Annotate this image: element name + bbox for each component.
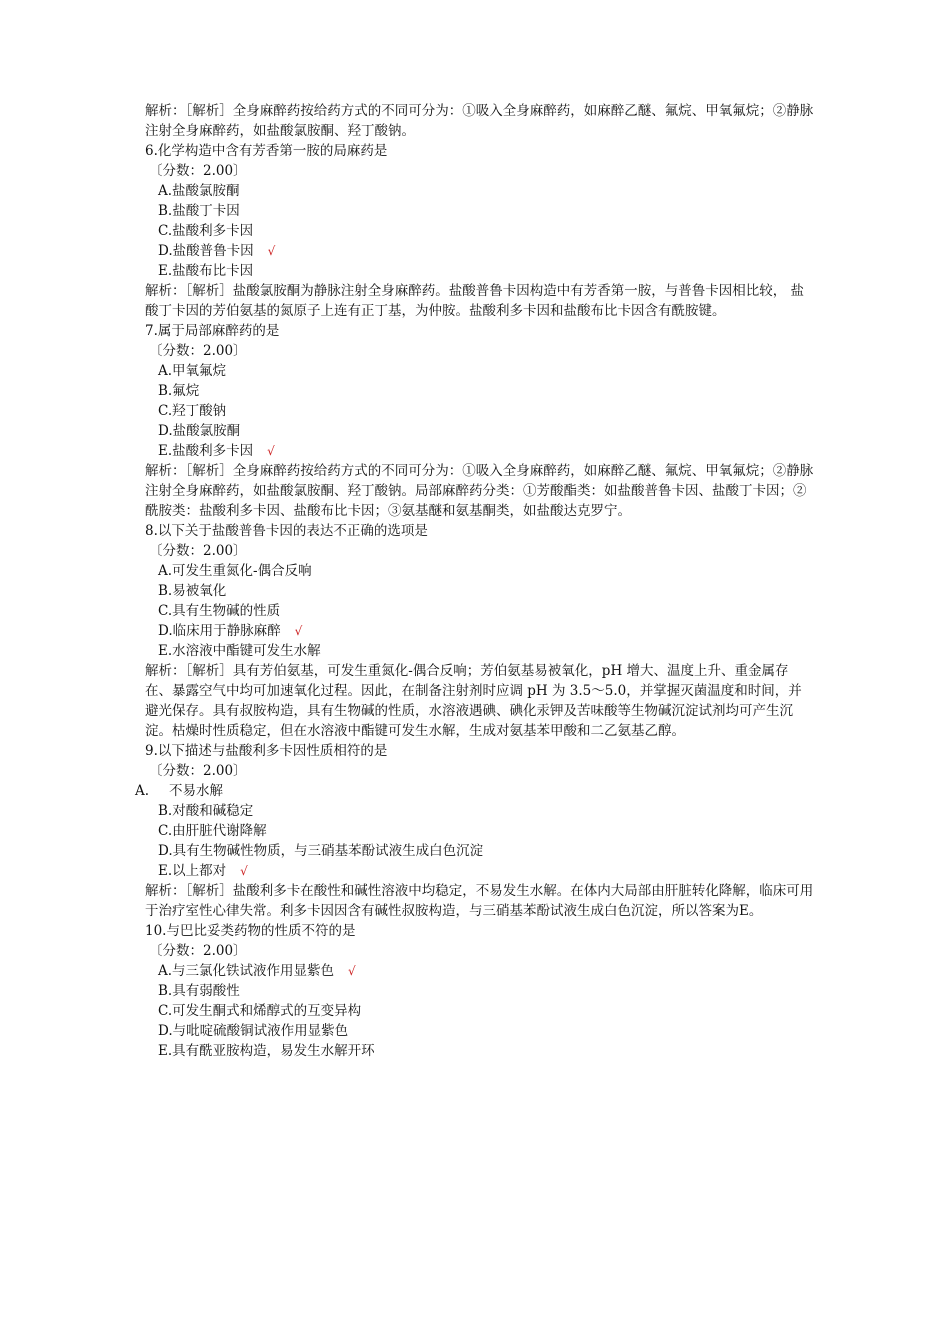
analysis-q8: 解析：［解析］具有芳伯氨基，可发生重氮化-偶合反响；芳伯氨基易被氧化，pH 增大、温度上升、重金属存在、暴露空气中均可加速氧化过程。因此，在制备注射剂时应调 pH 为 3.5～5.0，并掌握灭菌温度和时间，并避光保存。具有叔胺构造，具有生物碱的性质，水溶液遇碘、碘化汞钾及苦味酸等生物碱沉淀试剂均可产生沉淀。枯燥时性质稳定，但在水溶液中酯键可发生水解，生成对氨基苯甲酸和二乙氨基乙醇。: [145, 663, 802, 739]
question-10-option-a[interactable]: [145, 961, 815, 981]
question-7-stem: 7.属于局部麻醉药的是: [145, 323, 280, 339]
question-10-option-d[interactable]: D.与吡啶硫酸铜试液作用显紫色: [158, 1023, 349, 1039]
question-9-stem: 9.以下描述与盐酸利多卡因性质相符的是: [145, 743, 388, 759]
option-text: D.盐酸普鲁卡因: [158, 243, 254, 259]
question-6-option-c[interactable]: C.盐酸利多卡因: [158, 223, 254, 239]
correct-check-icon: √: [267, 444, 275, 458]
analysis-q5: 解析：［解析］全身麻醉药按给药方式的不同可分为：①吸入全身麻醉药，如麻醉乙醚、氟烷、甲氧氟烷；②静脉注射全身麻醉药，如盐酸氯胺酮、羟丁酸钠。: [145, 103, 814, 139]
correct-check-icon: √: [267, 244, 276, 258]
question-7-option-e[interactable]: [145, 441, 815, 461]
question-6-option-d[interactable]: [145, 241, 815, 261]
question-7-option-a[interactable]: A.甲氧氟烷: [158, 363, 227, 379]
question-8-option-d[interactable]: [145, 621, 815, 641]
question-6-score: 〔分数：2.00〕: [149, 163, 247, 179]
option-text: A.与三氯化铁试液作用显紫色: [158, 963, 335, 979]
option-letter: A.: [135, 783, 150, 799]
question-9-option-b[interactable]: B.对酸和碱稳定: [158, 803, 254, 819]
question-6-stem: 6.化学构造中含有芳香第一胺的局麻药是: [145, 143, 388, 159]
document-page: [135, 101, 815, 1061]
analysis-q9: 解析：［解析］盐酸利多卡在酸性和碱性溶液中均稳定，不易发生水解。在体内大局部由肝脏转化降解，临床可用于治疗室性心律失常。利多卡因因含有碱性叔胺构造，与三硝基苯酚试液生成白色沉淀，所以答案为E。: [145, 883, 814, 919]
question-7-option-c[interactable]: C.羟丁酸钠: [158, 403, 227, 419]
question-10-score: 〔分数：2.00〕: [149, 943, 247, 959]
correct-check-icon: √: [348, 964, 356, 978]
question-8-option-b[interactable]: B.易被氧化: [158, 583, 227, 599]
question-9-score: 〔分数：2.00〕: [149, 763, 247, 779]
question-10-option-e[interactable]: E.具有酰亚胺构造，易发生水解开环: [158, 1043, 375, 1059]
question-6-option-a[interactable]: A.盐酸氯胺酮: [158, 183, 240, 199]
question-9-option-e[interactable]: [145, 861, 815, 881]
option-text: E.以上都对: [158, 863, 227, 879]
question-8-score: 〔分数：2.00〕: [149, 543, 247, 559]
correct-check-icon: √: [240, 864, 248, 878]
question-7-option-d[interactable]: D.盐酸氯胺酮: [158, 423, 241, 439]
question-10-option-c[interactable]: C.可发生酮式和烯醇式的互变异构: [158, 1003, 362, 1019]
question-8-option-a[interactable]: A.可发生重氮化-偶合反响: [158, 563, 312, 579]
question-9-option-d[interactable]: D.具有生物碱性物质，与三硝基苯酚试液生成白色沉淀: [158, 843, 484, 859]
question-10-stem: 10.与巴比妥类药物的性质不符的是: [145, 923, 356, 939]
option-text: 不易水解: [169, 783, 223, 799]
question-6-option-b[interactable]: B.盐酸丁卡因: [158, 203, 240, 219]
correct-check-icon: √: [294, 624, 303, 638]
analysis-q7: 解析：［解析］全身麻醉药按给药方式的不同可分为：①吸入全身麻醉药，如麻醉乙醚、氟烷、甲氧氟烷；②静脉注射全身麻醉药，如盐酸氯胺酮、羟丁酸钠。局部麻醉药分类：①芳酸酯类：如盐酸普鲁卡因、盐酸丁卡因；②酰胺类：盐酸利多卡因、盐酸布比卡因；③氨基醚和氨基酮类，如盐酸达克罗宁。: [145, 463, 814, 519]
question-7-option-b[interactable]: B.氟烷: [158, 383, 200, 399]
question-8-stem: 8.以下关于盐酸普鲁卡因的表达不正确的选项是: [145, 523, 428, 539]
analysis-q6: 解析：［解析］盐酸氯胺酮为静脉注射全身麻醉药。盐酸普鲁卡因构造中有芳香第一胺，与普鲁卡因相比较， 盐酸丁卡因的芳伯氨基的氮原子上连有正丁基，为仲胺。盐酸利多卡因和盐酸布比卡因含有酰胺键。: [145, 283, 805, 319]
question-9-option-c[interactable]: C.由肝脏代谢降解: [158, 823, 267, 839]
option-text: E.盐酸利多卡因: [158, 443, 254, 459]
question-10-option-b[interactable]: B.具有弱酸性: [158, 983, 240, 999]
question-9-option-a[interactable]: [135, 781, 815, 801]
question-7-score: 〔分数：2.00〕: [149, 343, 247, 359]
option-text: D.临床用于静脉麻醉: [158, 623, 281, 639]
question-6-option-e[interactable]: E.盐酸布比卡因: [158, 263, 254, 279]
question-8-option-e[interactable]: E.水溶液中酯键可发生水解: [158, 643, 321, 659]
question-8-option-c[interactable]: C.具有生物碱的性质: [158, 603, 281, 619]
